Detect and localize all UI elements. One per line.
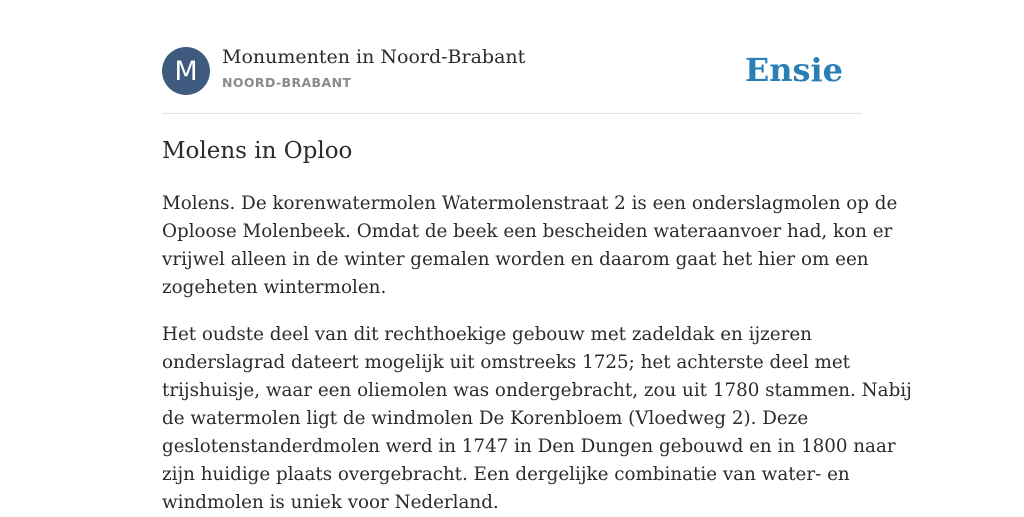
text-line: trijshuisje, waar een oliemolen was ondergebracht, zou uit 1780 stammen. Nabij [162,380,912,401]
text-line: zijn huidige plaats overgebracht. Een dergelijke combinatie van water- en [162,464,850,485]
text-line: onderslagrad dateert mogelijk uit omstreeks 1725; het achterste deel met [162,352,851,373]
header [162,46,862,96]
collection-title[interactable]: Monumenten in Noord-Brabant [222,46,526,68]
article-heading: Molens in Oploo [162,138,353,164]
text-line: de watermolen ligt de windmolen De Korenbloem (Vloedweg 2). Deze [162,408,809,429]
paragraph-1 [162,190,898,302]
text-line: zogeheten wintermolen. [162,277,387,298]
text-line: vrijwel alleen in de winter gemalen worden en daarom gaat het hier om een [162,249,869,270]
text-line: windmolen is uniek voor Nederland. [162,492,499,513]
text-line: geslotenstanderdmolen werd in 1747 in Den Dungen gebouwd en in 1800 naar [162,436,896,457]
collection-subtitle: NOORD-BRABANT [222,75,352,90]
text-line: Oploose Molenbeek. Omdat de beek een bescheiden wateraanvoer had, kon er [162,221,893,242]
paragraph-2 [162,321,912,517]
text-line: Molens. De korenwatermolen Watermolenstraat 2 is een onderslagmolen op de [162,193,898,214]
divider [162,113,862,114]
text-line: Het oudste deel van dit rechthoekige gebouw met zadeldak en ijzeren [162,324,812,345]
avatar[interactable]: M [162,47,210,95]
brand-logo[interactable]: Ensie [744,51,843,89]
